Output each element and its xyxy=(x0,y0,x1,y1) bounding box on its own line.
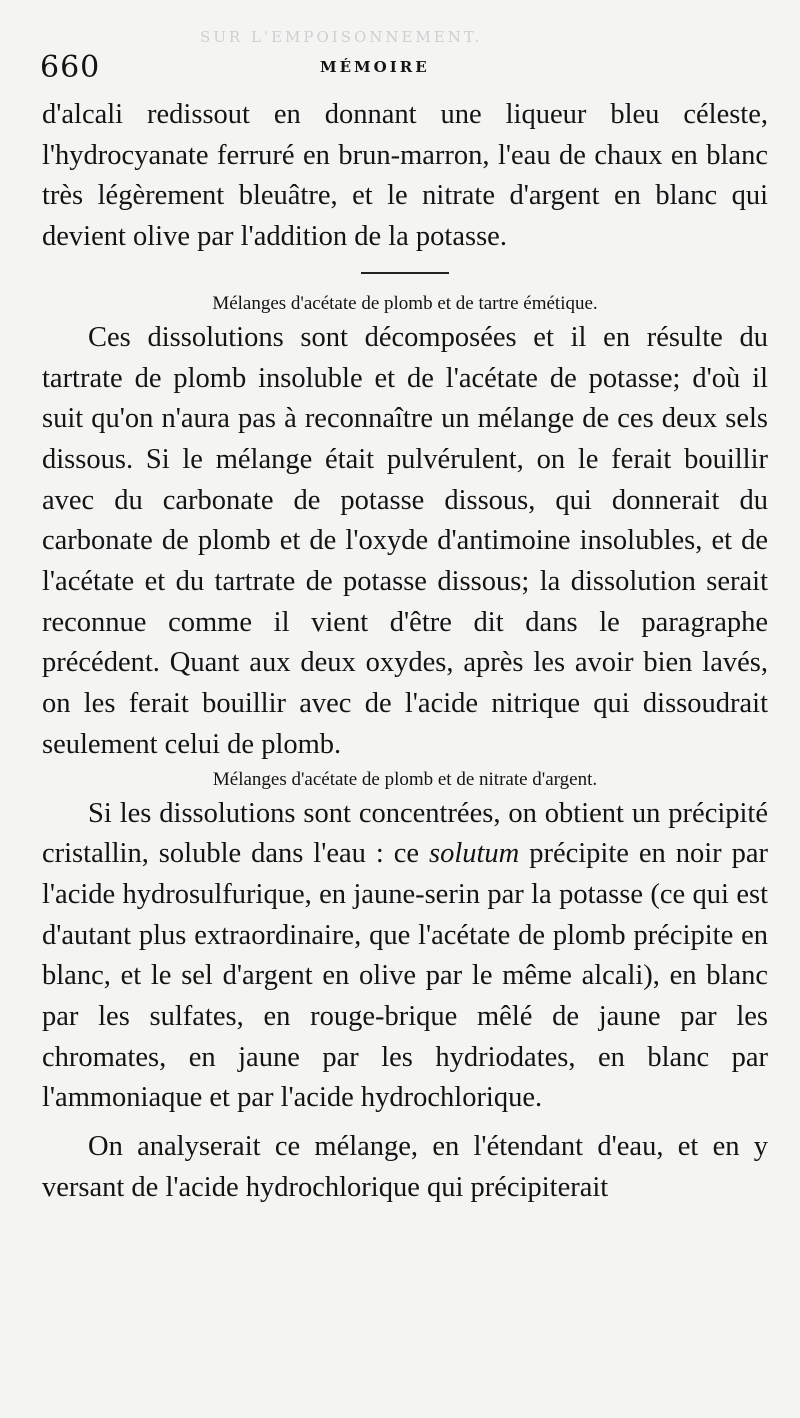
paragraph-silver-nitrate xyxy=(42,794,768,1120)
page-body xyxy=(42,95,768,1209)
paragraph-gap xyxy=(42,1119,768,1127)
paragraph-silver-part2: précipite en noir par l'acide hydrosulfurique, en jaune-serin par la potasse (ce qui est d'autant plus extraordinaire, que l'acétate de plomb précipite en blanc, et le sel d'argent en olive par le même alcali), en blanc par les sulfates, en rouge-brique mêlé de jaune par les chromates, en jaune par les hydriodates, en blanc par l'ammoniaque et par l'acide hydrochlorique. xyxy=(42,838,768,1114)
section-heading-emetic: Mélanges d'acétate de plomb et de tartre émétique. xyxy=(212,292,598,314)
running-head: MÉMOIRE xyxy=(320,58,430,76)
section-rule xyxy=(361,272,449,274)
paragraph-analysis: On analyserait ce mélange, en l'étendant d'eau, et en y versant de l'acide hydrochlorique qui précipiterait xyxy=(42,1131,768,1203)
section-heading-silver-nitrate: Mélanges d'acétate de plomb et de nitrate d'argent. xyxy=(212,768,598,790)
page-header xyxy=(40,50,760,90)
italic-term: solutum xyxy=(428,838,520,870)
paragraph-silver-part1: Si les dissolutions sont concentrées, on obtient un précipité cristallin, soluble dans l'eau : ce xyxy=(42,797,768,870)
bleed-through-header: SUR L'EMPOISONNEMENT. xyxy=(200,28,483,46)
paragraph-continuation: d'alcali redissout en donnant une liqueur bleu céleste, l'hydrocyanate ferruré en brun-marron, l'eau de chaux en blanc très légèrement bleuâtre, et le nitrate d'argent en blanc qui devient olive par l'addition de la potasse. xyxy=(42,99,768,253)
page-number: 660 xyxy=(40,50,101,85)
paragraph-emetic: Ces dissolutions sont décomposées et il en résulte du tartrate de plomb insoluble et de l'acétate de potasse; d'où il suit qu'on n'aura pas à reconnaître un mélange de ces deux sels dissous. Si le mélange était pulvérulent, on le ferait bouillir avec du carbonate de potasse dissous, qui donnerait du carbonate de plomb et de l'oxyde d'antimoine insolubles, et de l'acétate et du tartrate de potasse dissous; la dissolution serait reconnue comme il vient d'être dit dans le paragraphe précédent. Quant aux deux oxydes, après les avoir bien lavés, on les ferait bouillir avec de l'acide nitrique qui dissoudrait seulement celui de plomb. xyxy=(42,321,768,760)
